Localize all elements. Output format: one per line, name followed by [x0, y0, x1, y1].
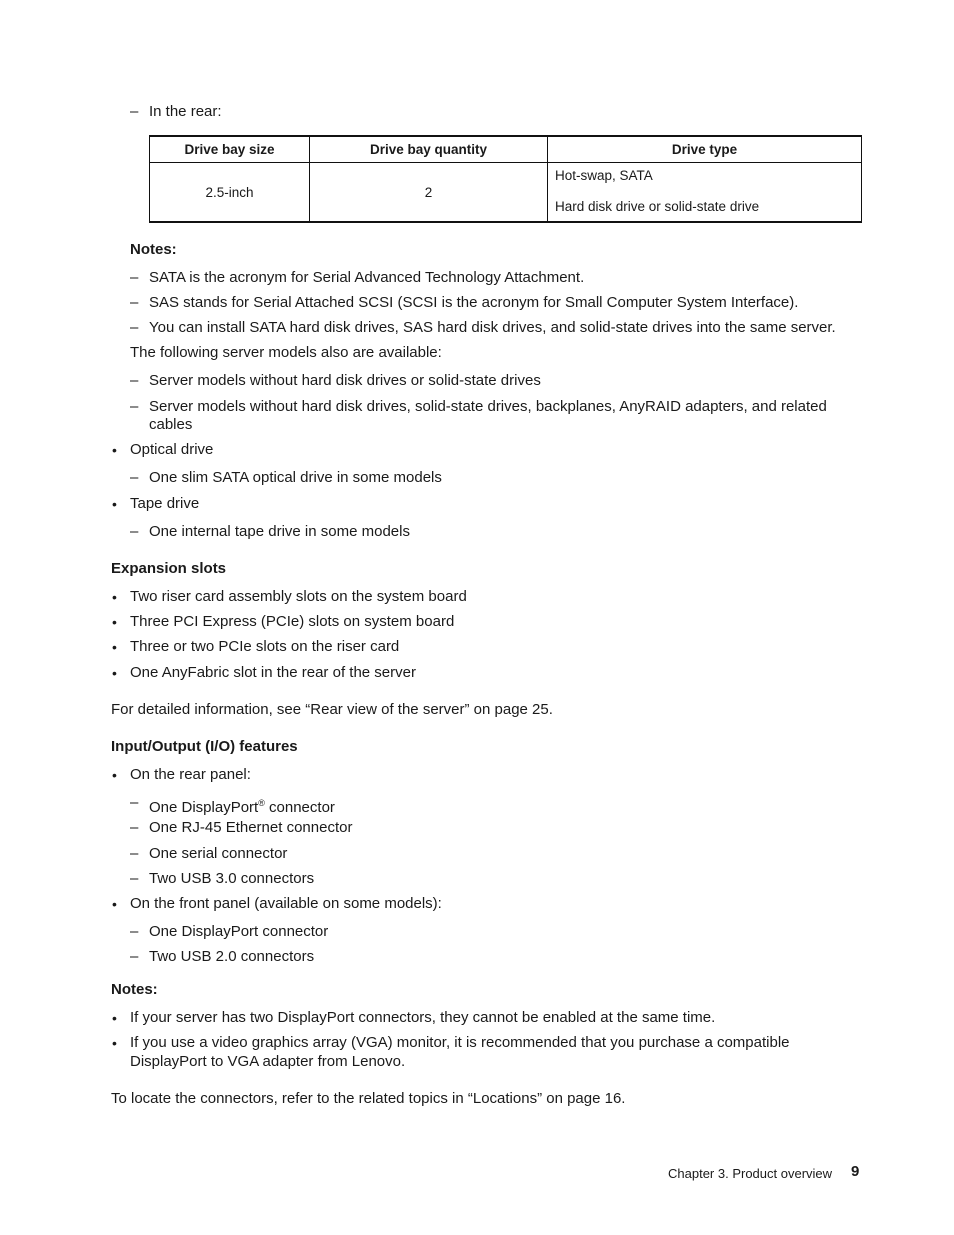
note-item: SAS stands for Serial Attached SCSI (SCSI is the acronym for Small Computer System Interface). — [149, 294, 799, 311]
tape-drive-label: Tape drive — [130, 495, 200, 512]
bullet-marker: • — [112, 639, 117, 655]
bullet-marker: • — [112, 589, 117, 605]
optical-drive-item: One slim SATA optical drive in some models — [149, 469, 442, 486]
bullet-marker: • — [112, 614, 117, 630]
dash-marker: – — [130, 269, 139, 286]
dash-marker: – — [130, 398, 139, 415]
io-features-heading: Input/Output (I/O) features — [111, 738, 298, 755]
dash-marker: – — [130, 948, 139, 965]
registered-mark: ® — [258, 798, 265, 808]
page-number: 9 — [851, 1163, 860, 1180]
bullet-marker: • — [112, 665, 117, 681]
note-item: You can install SATA hard disk drives, SAS hard disk drives, and solid-state drives into the same server. — [149, 319, 836, 336]
bullet-marker: • — [112, 896, 117, 912]
table-row — [150, 163, 862, 223]
dash-marker: – — [130, 845, 139, 862]
dash-marker: – — [130, 923, 139, 940]
rear-rj45-item: One RJ-45 Ethernet connector — [149, 819, 353, 836]
front-panel-label: On the front panel (available on some models): — [130, 895, 442, 912]
rear-panel-label: On the rear panel: — [130, 766, 251, 783]
dash-marker: – — [130, 294, 139, 311]
drive-type-line-2: Hard disk drive or solid-state drive — [555, 199, 760, 214]
header-drive-bay-size: Drive bay size — [150, 136, 310, 163]
drive-type-line-1: Hot-swap, SATA — [555, 168, 653, 183]
optical-drive-label: Optical drive — [130, 441, 214, 458]
dash-marker: – — [130, 372, 139, 389]
model-item: Server models without hard disk drives, solid-state drives, backplanes, AnyRAID adapters, and related — [149, 398, 827, 415]
rear-view-reference: For detailed information, see “Rear view of the server” on page 25. — [111, 701, 553, 718]
expansion-item: Three PCI Express (PCIe) slots on system board — [130, 613, 455, 630]
header-drive-bay-quantity: Drive bay quantity — [310, 136, 548, 163]
note-item-continued: DisplayPort to VGA adapter from Lenovo. — [130, 1053, 406, 1070]
note-item: If your server has two DisplayPort connectors, they cannot be enabled at the same time. — [130, 1009, 716, 1026]
rear-displayport-item — [149, 794, 335, 817]
bullet-marker: • — [112, 496, 117, 512]
table-header-row — [150, 136, 862, 163]
expansion-item: Two riser card assembly slots on the system board — [130, 588, 467, 605]
bullet-marker: • — [112, 1010, 117, 1026]
expansion-item: One AnyFabric slot in the rear of the server — [130, 664, 416, 681]
bullet-marker: • — [112, 767, 117, 783]
cell-drive-type — [548, 163, 862, 223]
rear-serial-item: One serial connector — [149, 845, 288, 862]
model-item: Server models without hard disk drives or solid-state drives — [149, 372, 541, 389]
connector-text: connector — [264, 799, 335, 816]
dash-marker: – — [130, 794, 139, 811]
notes-heading: Notes: — [130, 241, 177, 258]
footer-chapter: Chapter 3. Product overview — [668, 1166, 833, 1181]
tape-drive-item: One internal tape drive in some models — [149, 523, 410, 540]
cell-drive-bay-quantity: 2 — [310, 163, 548, 223]
front-displayport-item: One DisplayPort connector — [149, 923, 329, 940]
dash-marker: – — [130, 870, 139, 887]
notes-heading: Notes: — [111, 981, 158, 998]
expansion-slots-heading: Expansion slots — [111, 560, 227, 577]
rear-intro: In the rear: — [149, 103, 222, 120]
expansion-item: Three or two PCIe slots on the riser card — [130, 638, 400, 655]
model-item-continued: cables — [149, 416, 193, 433]
note-item: If you use a video graphics array (VGA) monitor, it is recommended that you purchase a compatible — [130, 1034, 790, 1051]
cell-drive-bay-size: 2.5-inch — [150, 163, 310, 223]
rear-usb3-item: Two USB 3.0 connectors — [149, 870, 315, 887]
displayport-text: One DisplayPort — [149, 799, 259, 816]
note-item: SATA is the acronym for Serial Advanced Technology Attachment. — [149, 269, 585, 286]
dash-marker: – — [130, 103, 139, 120]
dash-marker: – — [130, 819, 139, 836]
dash-marker: – — [130, 469, 139, 486]
dash-marker: – — [130, 523, 139, 540]
models-intro: The following server models also are available: — [130, 344, 442, 361]
locations-reference: To locate the connectors, refer to the related topics in “Locations” on page 16. — [111, 1090, 626, 1107]
drive-bay-table — [149, 135, 862, 223]
front-usb2-item: Two USB 2.0 connectors — [149, 948, 315, 965]
dash-marker: – — [130, 319, 139, 336]
header-drive-type: Drive type — [548, 136, 862, 163]
bullet-marker: • — [112, 1035, 117, 1051]
bullet-marker: • — [112, 442, 117, 458]
